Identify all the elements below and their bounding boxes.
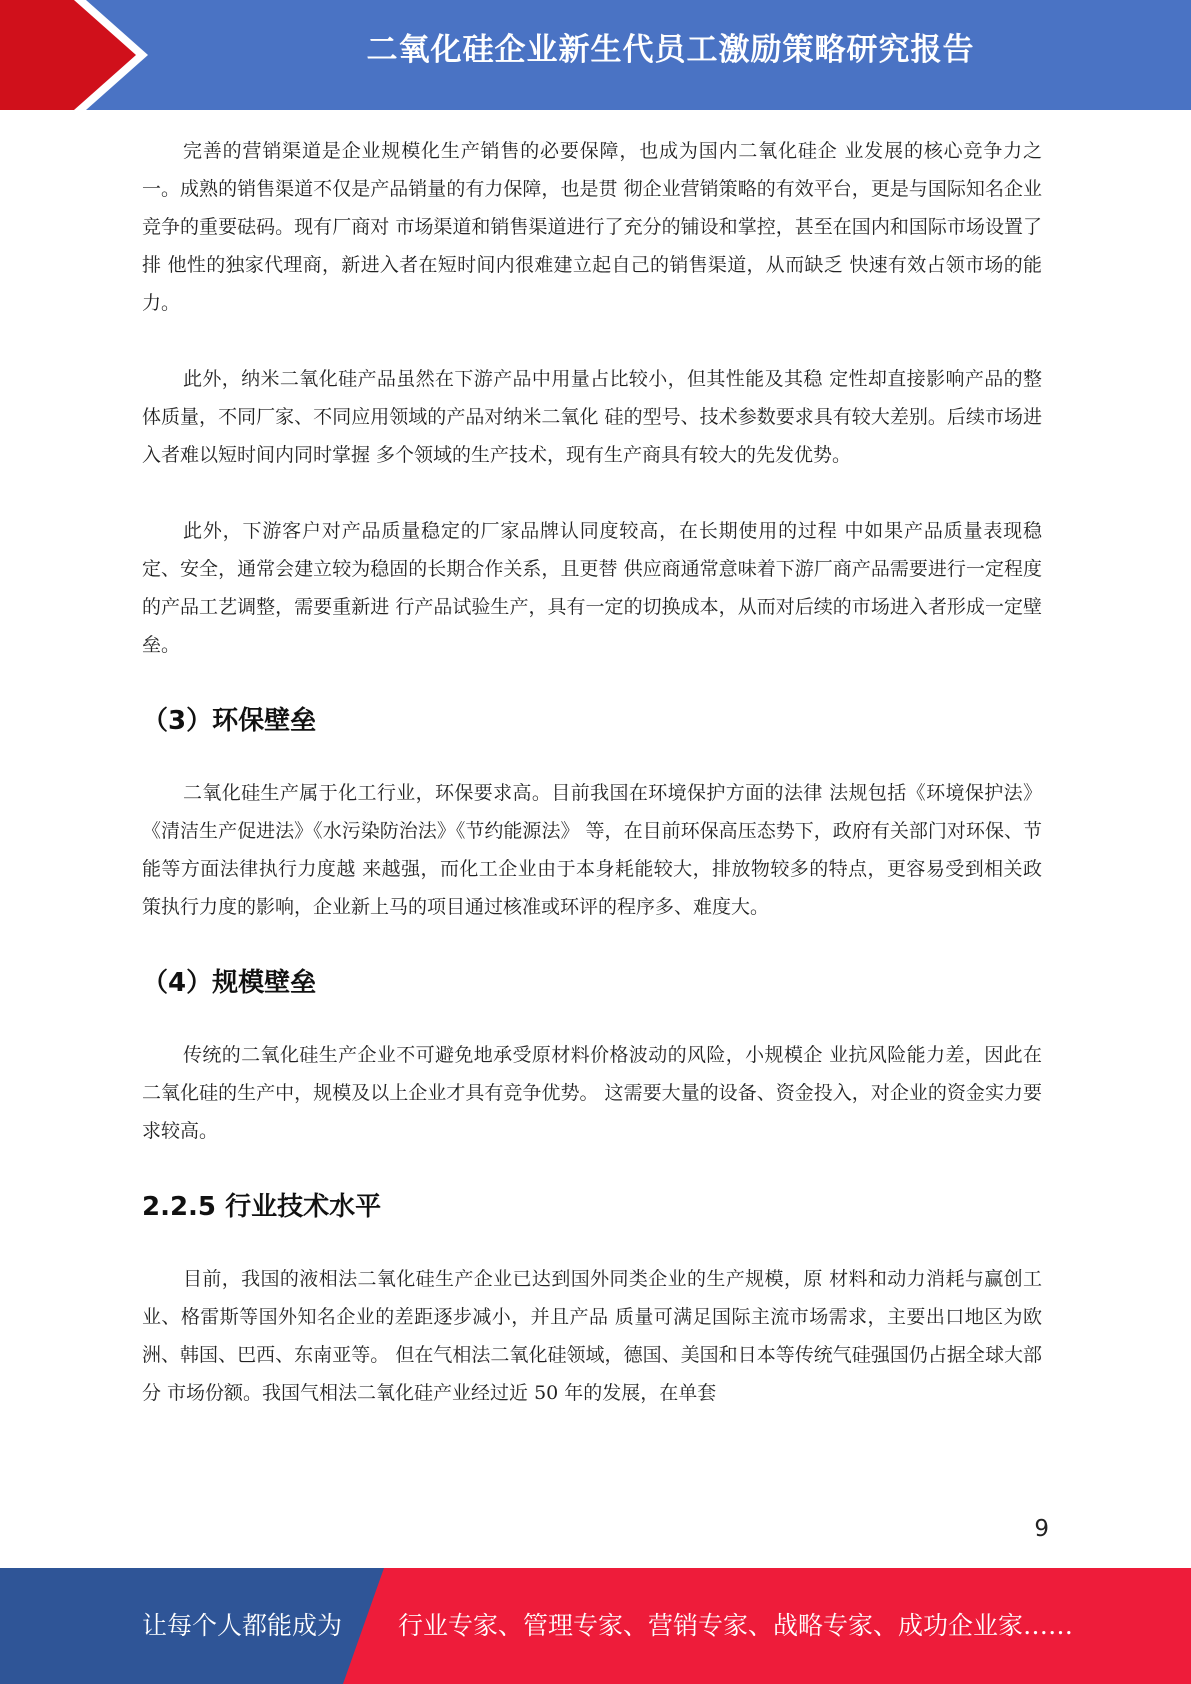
paragraph-environmental: 二氧化硅生产属于化工行业，环保要求高。目前我国在环境保护方面的法律 法规包括《环境保护法》《清洁生产促进法》《水污染防治法》《节约能源法》 等，在目前环保高压态势下，政府有关部门对环保、节能等方面法律执行力度越 来越强，而化工企业由于本身耗能较大，排放物较多的特点，更容易受到相关政 策执行力度的影响，企业新上马的项目通过核准或环评的程序多、难度大。 bbox=[142, 782, 1042, 918]
page-content bbox=[142, 132, 1042, 1412]
paragraph-sales-channels: 完善的营销渠道是企业规模化生产销售的必要保障，也成为国内二氧化硅企 业发展的核心竞争力之一。成熟的销售渠道不仅是产品销量的有力保障，也是贯 彻企业营销策略的有效平台，更是与国际知名企业竞争的重要砝码。现有厂商对 市场渠道和销售渠道进行了充分的铺设和掌控，甚至在国内和国际市场设置了排 他性的独家代理商，新进入者在短时间内很难建立起自己的销售渠道，从而缺乏 快速有效占领市场的能力。 bbox=[142, 140, 1042, 314]
paragraph-scale: 传统的二氧化硅生产企业不可避免地承受原材料价格波动的风险，小规模企 业抗风险能力差，因此在二氧化硅的生产中，规模及以上企业才具有竞争优势。 这需要大量的设备、资金投入，对企业的资金实力要求较高。 bbox=[142, 1044, 1042, 1142]
page-header bbox=[0, 0, 1191, 110]
page-number: 9 bbox=[1034, 1516, 1049, 1542]
heading-scale-barrier: （4）规模壁垒 bbox=[142, 968, 317, 998]
heading-environmental-barrier: （3）环保壁垒 bbox=[142, 706, 317, 736]
document-title: 二氧化硅企业新生代员工激励策略研究报告 bbox=[366, 32, 975, 68]
footer-slogan-left: 让每个人都能成为 bbox=[142, 1611, 343, 1640]
header-chevron-decoration bbox=[0, 0, 150, 110]
heading-industry-technology: 2.2.5 行业技术水平 bbox=[142, 1192, 382, 1222]
paragraph-customer-loyalty: 此外，下游客户对产品质量稳定的厂家品牌认同度较高，在长期使用的过程 中如果产品质量表现稳定、安全，通常会建立较为稳固的长期合作关系，且更替 供应商通常意味着下游厂商产品需要进行一定程度的产品工艺调整，需要重新进 行产品试验生产，具有一定的切换成本，从而对后续的市场进入者形成一定壁垒。 bbox=[142, 520, 1042, 656]
paragraph-nano-silica: 此外，纳米二氧化硅产品虽然在下游产品中用量占比较小，但其性能及其稳 定性却直接影响产品的整体质量，不同厂家、不同应用领域的产品对纳米二氧化 硅的型号、技术参数要求具有较大差别。后续市场进入者难以短时间内同时掌握 多个领域的生产技术，现有生产商具有较大的先发优势。 bbox=[142, 368, 1042, 466]
page-footer bbox=[0, 1568, 1191, 1684]
footer-slogan-right: 行业专家、管理专家、营销专家、战略专家、成功企业家…… bbox=[398, 1611, 1074, 1640]
paragraph-technology: 目前，我国的液相法二氧化硅生产企业已达到国外同类企业的生产规模，原 材料和动力消耗与赢创工业、格雷斯等国外知名企业的差距逐步减小，并且产品 质量可满足国际主流市场需求，主要出口地区为欧洲、韩国、巴西、东南亚等。 但在气相法二氧化硅领域，德国、美国和日本等传统气硅强国仍占据全球大部分 市场份额。我国气相法二氧化硅产业经过近 50 年的发展，在单套 bbox=[142, 1268, 1042, 1404]
